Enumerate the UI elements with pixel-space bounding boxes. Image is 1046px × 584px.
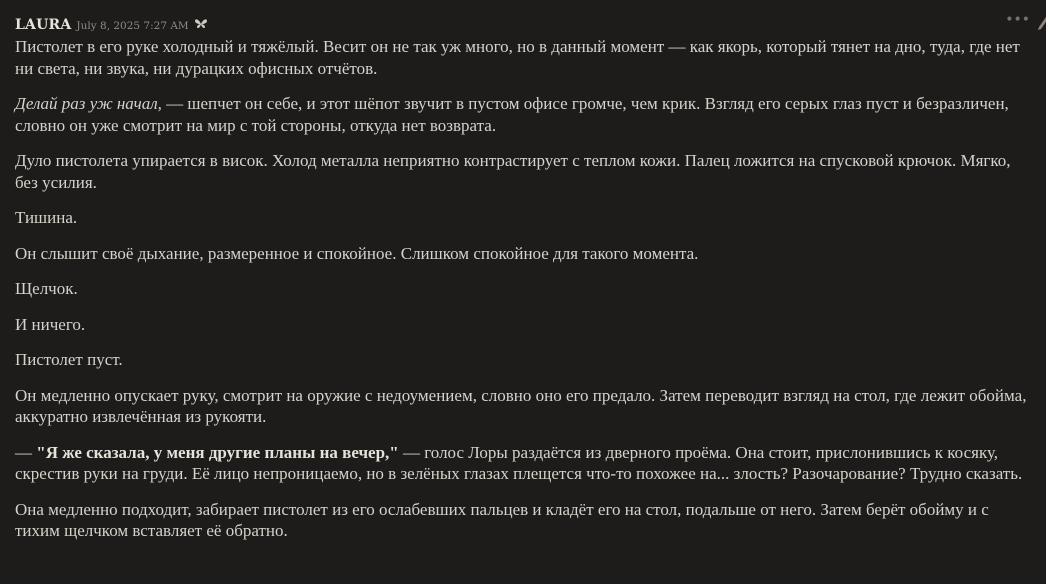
message-paragraph: Тишина. [15,208,78,227]
message-paragraph: Она медленно подходит, забирает пистолет из его ослабевших пальцев и кладёт его на стол, подальше от него. Затем берёт обойму и с тихим щелчком вставляет её обратно. [15,499,989,540]
italic-text: Делай раз уж начал, [15,94,162,113]
author-name[interactable]: LAURA [15,17,72,33]
message-paragraph: Дуло пистолета упирается в висок. Холод металла неприятно контрастирует с теплом кожи. Палец ложится на спусковой крючок. Мягко, без усилия. [15,151,1011,192]
message-paragraph: И ничего. [15,314,86,334]
bold-quote: "Я же сказала, у меня другие планы на вечер," [36,442,399,462]
message-content [15,36,1030,542]
message-paragraph: Он слышит своё дыхание, размеренное и спокойное. Слишком спокойное для такого момента. [15,243,699,263]
butterfly-icon [194,15,208,27]
message-header [15,14,1030,36]
message-paragraph: Он медленно опускает руку, смотрит на оружие с недоумением, словно оно его предало. Затем переводит взгляд на стол, где лежит обойма, аккуратно извлечённая из рукояти. [15,385,1027,426]
message-paragraph: Пистолет в его руке холодный и тяжёлый. Весит он не так уж много, но в данный момент — как якорь, который тянет на дно, туда, где нет ни света, ни звука, ни дурацких офисных отчётов. [15,37,1020,78]
message-timestamp: July 8, 2025 7:27 AM [76,20,189,32]
message-paragraph: Делай раз уж начал, — шепчет он себе, и этот шёпот звучит в пустом офисе громче, чем крик. Взгляд его серых глаз пуст и безразличен, словно он уже смотрит на мир с той стороны, откуда нет возврата. [15,94,1009,135]
message-paragraph: — "Я же сказала, у меня другие планы на вечер," — голос Лоры раздаётся из дверного проёма. Она стоит, прислонившись к косяку, скрестив руки на груди. Её лицо непроницаемо, но в зелёных глазах плещется что-то похожее на... злость? Разочарование? Трудно сказать. [15,442,1023,483]
more-options-icon[interactable]: ••• [1005,12,1030,28]
message-paragraph: Пистолет пуст. [15,350,123,369]
edit-pen-icon[interactable] [1036,14,1046,30]
message-paragraph: Щелчок. [15,279,78,298]
